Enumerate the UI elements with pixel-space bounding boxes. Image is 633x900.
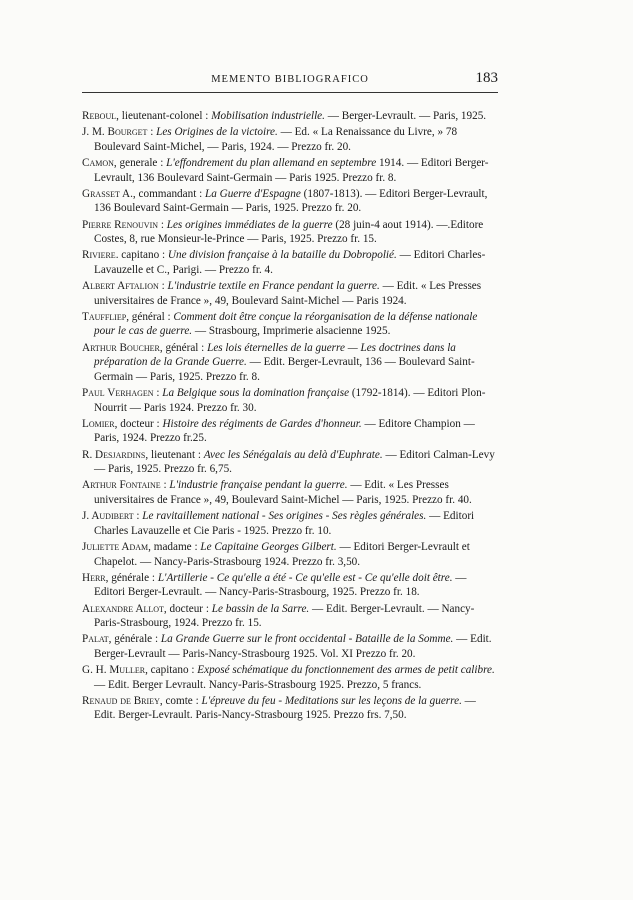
entry-title: L'industrie française pendant la guerre. <box>169 479 348 492</box>
entry-role: , lieutenant : <box>145 448 204 461</box>
entry-role: , generale : <box>113 156 167 169</box>
entry-title: Le bassin de la Sarre. <box>211 602 310 615</box>
entry-role: : <box>133 510 143 523</box>
entry-publication: — Editori Berger-Levrault et Chapelot. — Nancy-Paris-Strasbourg 1924. Prezzo fr. 3,50. <box>94 540 470 568</box>
page <box>82 70 498 725</box>
bibliography-entry <box>82 632 498 661</box>
entry-author: Paul Verhagen <box>82 387 154 400</box>
entry-role: , comte : <box>159 694 202 707</box>
bibliography-entry <box>82 156 498 185</box>
entry-role: , capitano : <box>145 664 198 677</box>
entry-role: , générale : <box>108 633 161 646</box>
entry-role: , général : <box>159 341 208 354</box>
entry-title: Une division française à la bataille du Dobropolié. <box>167 249 397 262</box>
entry-author: Arthur Boucher <box>82 341 160 354</box>
entry-title: L'Artillerie - Ce qu'elle a été - Ce qu'elle est - Ce qu'elle doit être. <box>157 571 453 584</box>
entry-publication: — Editore Champion — Paris, 1924. Prezzo fr.25. <box>94 417 475 445</box>
entry-author: Riviere <box>82 249 116 262</box>
entry-publication: — Ed. « La Renaissance du Livre, » 78 Boulevard Saint-Michel, — Paris, 1924. — Prezzo fr. 20. <box>94 126 458 153</box>
entry-title: Les origines immédiates de la guerre <box>166 218 333 231</box>
entry-publication: — Edit. « Les Presses universitaires de France », 49, Boulevard Saint-Michel — Paris 1924. <box>94 280 482 307</box>
entry-author: Pierre Renouvin <box>82 218 159 231</box>
entry-role: , général : <box>126 310 174 323</box>
entry-title: La Guerre d'Espagne <box>205 187 301 200</box>
entry-title: Avec les Sénégalais au delà d'Euphrate. <box>203 448 383 461</box>
bibliography-entry <box>82 540 498 569</box>
entry-role: : <box>160 479 170 492</box>
bibliography-entry <box>82 509 498 538</box>
page-number: 183 <box>475 70 498 86</box>
entry-title: Le ravitaillement national - Ses origines - Ses règles générales. <box>142 510 427 523</box>
bibliography-entry <box>82 218 498 247</box>
entry-publication: 1914. — Editori Berger-Levrault, 136 Boulevard Saint-Germain — Paris 1925. Prezzo fr. 8. <box>94 156 489 184</box>
entry-author: G. H. Muller <box>82 664 146 677</box>
entry-title: Histoire des régiments de Gardes d'honneur. <box>162 417 362 430</box>
bibliography-entry <box>82 571 498 600</box>
entry-title: L'épreuve du feu - Meditations sur les leçons de la guerre. <box>201 694 462 707</box>
entry-author: Palat <box>82 633 109 646</box>
entry-title: Les lois éternelles de la guerre — Les doctrines dans la préparation de la Grande Guerre. <box>94 341 456 369</box>
entry-author: J. Audibert <box>82 510 134 523</box>
bibliography-entry <box>82 279 498 308</box>
bibliography-entry <box>82 478 498 507</box>
entry-author: Alexandre Allot <box>82 602 164 615</box>
entry-role: , générale : <box>105 571 158 584</box>
bibliography-entry <box>82 310 498 339</box>
entry-title: Les Origines de la victoire. <box>156 126 278 139</box>
entry-publication: — Editori Berger-Levrault. — Nancy-Paris-Strasbourg, 1925. Prezzo fr. 18. <box>94 571 467 599</box>
entry-title: Exposé schématique du fonctionnement des armes de petit calibre. <box>197 664 495 677</box>
entry-role: , lieutenant-colonel : <box>116 110 212 122</box>
bibliography-entry <box>82 341 498 385</box>
entry-publication: — Edit. Berger-Levrault, 136 — Boulevard Saint-Germain — Paris, 1925. Prezzo fr. 8. <box>94 356 475 383</box>
bibliography-entry <box>82 187 498 216</box>
entry-author: Camon <box>82 156 114 169</box>
entry-role: . capitano : <box>115 249 168 262</box>
entry-author: Reboul <box>82 110 117 122</box>
entry-publication: — Editori Charles Lavauzelle et Cie Paris - 1925. Prezzo fr. 10. <box>94 510 475 537</box>
entry-author: Tauffliер <box>82 310 127 323</box>
entry-title: La Grande Guerre sur le front occidental - Bataille de la Somme. <box>160 633 454 646</box>
entry-publication: — Edit. Berger-Levrault. — Nancy-Paris-Strasbourg, 1924. Prezzo fr. 15. <box>94 602 475 630</box>
bibliography-entry <box>82 663 498 692</box>
entry-publication: (28 juin-4 aout 1914). —.Editore Costes, 8, rue Monsieur-le-Prince — Paris, 1925. Prezzo fr. 15. <box>94 218 484 246</box>
entry-role: : <box>158 218 167 231</box>
entry-publication: (1792-1814). — Editori Plon-Nourrit — Paris 1924. Prezzo fr. 30. <box>94 387 486 414</box>
entry-author: Albert Aftalion <box>82 280 159 293</box>
entry-publication: — Edit. Berger-Levrault — Paris-Nancy-Strasbourg 1925. Vol. XI Prezzo fr. 20. <box>94 633 492 660</box>
running-header <box>82 70 498 93</box>
entry-author: Arthur Fontaine <box>82 479 161 492</box>
entry-publication: — Berger-Levrault. — Paris, 1925. <box>324 110 487 122</box>
entry-publication: — Edit. Berger Levrault. Nancy-Paris-Strasbourg 1925. Prezzo, 5 francs. <box>94 678 422 691</box>
bibliography-entry <box>82 386 498 415</box>
entry-publication: — Strasbourg, Imprimerie alsacienne 1925. <box>192 325 391 338</box>
bibliography-entry <box>82 694 498 723</box>
bibliography-entry <box>82 602 498 631</box>
entry-publication: (1807-1813). — Editori Berger-Levrault, 136 Boulevard Saint-Germain — Paris, 1925. Prezzo fr. 20. <box>94 187 488 215</box>
entry-author: Juliette Adam <box>82 540 149 553</box>
entry-role: , docteur : <box>163 602 212 615</box>
entry-author: Grasset A. <box>82 187 133 200</box>
entry-publication: — Editori Calman-Levy — Paris, 1925. Prezzo fr. 6,75. <box>94 448 495 476</box>
bibliography-list <box>82 109 498 723</box>
entry-author: Renaud de Briey <box>82 694 160 707</box>
entry-title: La Belgique sous la domination française <box>162 387 350 400</box>
bibliography-entry <box>82 125 498 154</box>
entry-role: , docteur : <box>114 417 163 430</box>
entry-role: : <box>158 280 168 293</box>
entry-publication: — Edit. Berger-Levrault. Paris-Nancy-Strasbourg 1925. Prezzo frs. 7,50. <box>94 694 476 722</box>
entry-title: Comment doit être conçue la réorganisation de la défense nationale pour le cas de guerre. <box>94 310 478 338</box>
entry-role: : <box>147 126 157 139</box>
entry-author: Lomier <box>82 417 115 430</box>
entry-title: Mobilisation industrielle. <box>211 110 325 122</box>
entry-title: L'effondrement du plan allemand en septembre <box>166 156 377 169</box>
entry-role: , commandant : <box>132 187 206 200</box>
entry-author: Herr <box>82 571 106 584</box>
bibliography-entry <box>82 109 498 124</box>
entry-publication: — Editori Charles-Lavauzelle et C., Parigi. — Prezzo fr. 4. <box>94 249 486 276</box>
entry-publication: — Edit. « Les Presses universitaires de France », 49, Boulevard Saint-Michel — Paris, 1925. Prezzo fr. 40. <box>94 479 472 506</box>
entry-title: Le Capitaine Georges Gilbert. <box>200 540 337 553</box>
bibliography-entry <box>82 448 498 477</box>
entry-author: J. M. Bourget <box>82 126 148 139</box>
entry-author: R. Desjardins <box>82 448 146 461</box>
entry-role: , madame : <box>148 540 201 553</box>
bibliography-entry <box>82 417 498 446</box>
entry-role: : <box>153 387 163 400</box>
header-title: MEMENTO BIBLIOGRAFICO <box>211 74 369 85</box>
entry-title: L'industrie textile en France pendant la guerre. <box>167 280 380 293</box>
bibliography-entry <box>82 248 498 277</box>
